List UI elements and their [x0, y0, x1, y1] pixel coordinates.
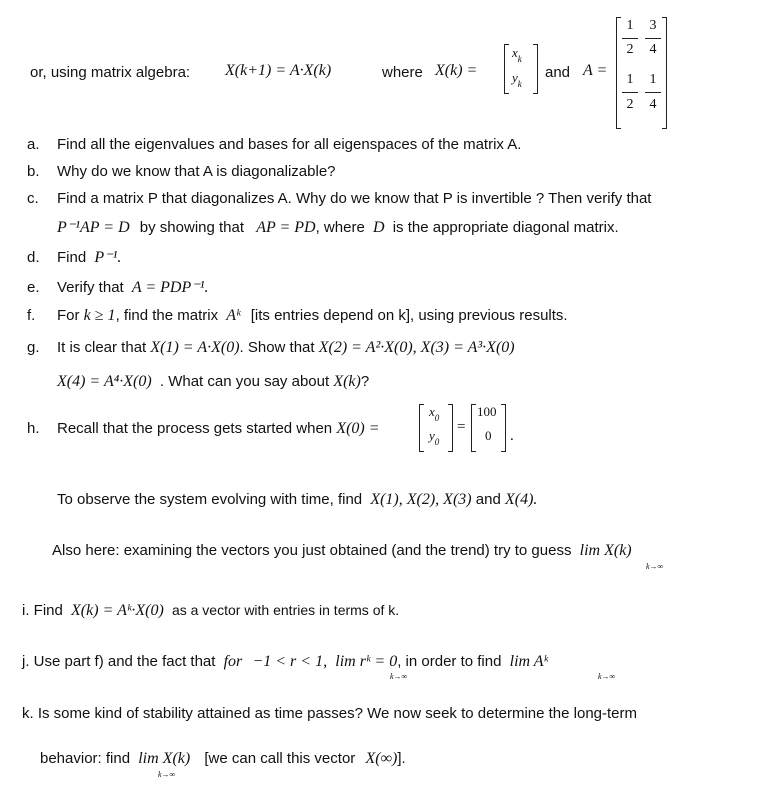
- x0-left-bracket: [419, 404, 424, 452]
- period: .: [510, 428, 514, 444]
- item-i: i. Find X(k) = Aᵏ·X(0) as a vector with entries in terms of k.: [22, 602, 400, 619]
- intro-where: where: [382, 64, 423, 81]
- item-c-continued: P⁻¹AP = D by showing that AP = PD, where D is the appropriate diagonal matrix.: [57, 219, 619, 236]
- item-g-continued: X(4) = A⁴·X(0) . What can you say about X(k)?: [57, 373, 370, 390]
- item-j-lim-subscript: k→∞: [390, 672, 408, 681]
- matrix-a-fraction-bar: [622, 38, 638, 39]
- behavior-line: behavior: find lim X(k) [we can call this vector X(∞)].: [40, 750, 406, 767]
- vector-right-bracket: [533, 44, 538, 94]
- item-f: f. For k ≥ 1, find the matrix Aᵏ [its entries depend on k], using previous results.: [27, 307, 568, 324]
- item-e: e. Verify that A = PDP⁻¹.: [27, 279, 209, 296]
- matrix-a-fraction-bar: [622, 92, 638, 93]
- item-c: c. Find a matrix P that diagonalizes A. Why do we know that P is invertible ? Then verify that: [27, 190, 652, 207]
- matrix-a-left-bracket: [616, 17, 621, 129]
- matrix-a-fraction-bar: [645, 38, 661, 39]
- matrix-a-cell: 3: [649, 18, 657, 33]
- behavior-lim-subscript: k→∞: [158, 770, 176, 779]
- matrix-a-cell: 1: [626, 72, 634, 87]
- item-b: b. Why do we know that A is diagonalizable?: [27, 163, 336, 180]
- item-h: h. Recall that the process gets started when X(0) =: [27, 420, 380, 437]
- item-j-lim-b-subscript: k→∞: [598, 672, 616, 681]
- x0-bottom-cell: $y_0$: [429, 428, 440, 447]
- intro-equation: X(k+1) = A·X(k): [225, 62, 332, 79]
- x0-top-cell: $x_0$: [429, 404, 440, 423]
- matrix-a-cell: 1: [649, 72, 657, 87]
- intro-and: and: [545, 64, 571, 81]
- matrix-a-right-bracket: [662, 17, 667, 129]
- initial-top-cell: 100: [477, 404, 497, 419]
- x0-right-bracket: [448, 404, 453, 452]
- matrix-a-fraction-bar: [645, 92, 661, 93]
- initial-left-bracket: [471, 404, 476, 452]
- observe-line: To observe the system evolving with time, find X(1), X(2), X(3) and X(4).: [57, 491, 538, 508]
- item-g: g. It is clear that X(1) = A·X(0). Show that X(2) = A²·X(0), X(3) = A³·X(0): [27, 339, 515, 356]
- equals-sign: =: [457, 419, 466, 435]
- item-k: k. Is some kind of stability attained as time passes? We now seek to determine the long-term: [22, 705, 638, 722]
- intro-a-lhs: A =: [583, 62, 608, 79]
- initial-bottom-cell: 0: [485, 428, 492, 443]
- guess-line: Also here: examining the vectors you just obtained (and the trend) try to guess lim X(k): [52, 542, 632, 559]
- intro-xk-lhs: X(k) =: [435, 62, 478, 79]
- item-a: a. Find all the eigenvalues and bases for all eigenspaces of the matrix A.: [27, 136, 522, 153]
- guess-lim-subscript: k→∞: [646, 562, 664, 571]
- xk-bottom-cell: $y_k$: [512, 70, 522, 89]
- intro-prefix: or, using matrix algebra:: [30, 64, 191, 81]
- initial-right-bracket: [501, 404, 506, 452]
- matrix-a-cell: 4: [649, 97, 657, 112]
- matrix-a-cell: 4: [649, 42, 657, 57]
- matrix-a-cell: 1: [626, 18, 634, 33]
- xk-top-cell: $x_k$: [512, 45, 522, 64]
- matrix-a-cell: 2: [626, 97, 634, 112]
- matrix-a-cell: 2: [626, 42, 634, 57]
- vector-left-bracket: [504, 44, 509, 94]
- item-j: j. Use part f) and the fact that for −1 < r < 1, lim rᵏ = 0, in order to find lim Aᵏ: [22, 653, 549, 670]
- item-d: d. Find P⁻¹.: [27, 249, 122, 266]
